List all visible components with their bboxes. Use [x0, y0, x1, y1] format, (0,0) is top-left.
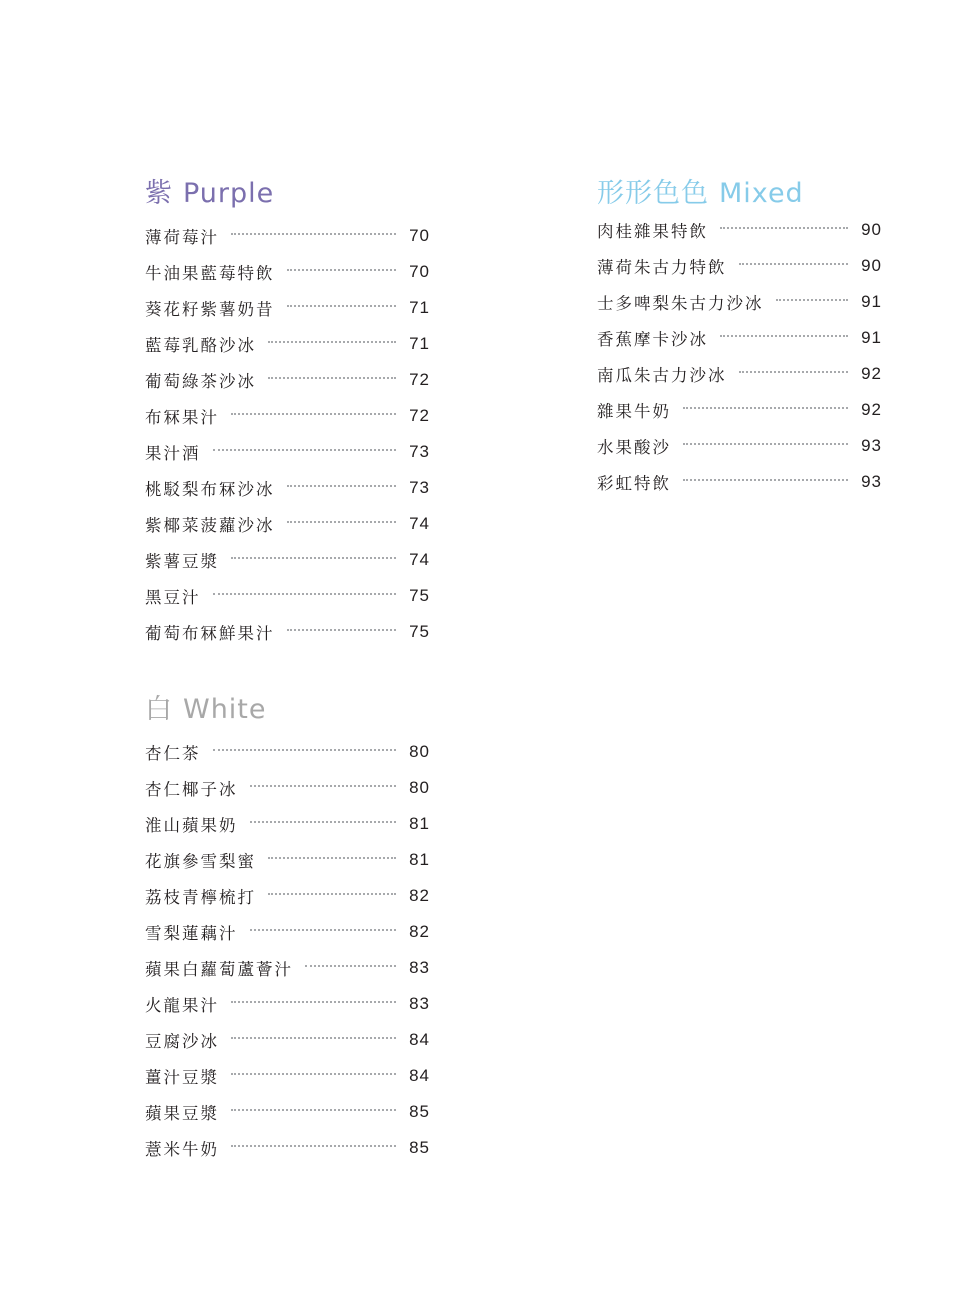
toc-entry-page: 80 — [409, 742, 430, 761]
toc-entry-page: 74 — [409, 514, 430, 533]
dotted-leader — [213, 449, 397, 451]
toc-entry-page: 90 — [861, 256, 882, 275]
dotted-leader — [231, 557, 396, 559]
white-heading — [145, 692, 430, 728]
toc-entry[interactable] — [145, 506, 430, 542]
toc-entry-title: 薏米牛奶 — [145, 1140, 219, 1159]
toc-entry[interactable] — [597, 320, 882, 356]
toc-entry-title: 葵花籽紫薯奶昔 — [145, 300, 275, 319]
toc-entry-page: 80 — [409, 778, 430, 797]
toc-entry-title: 紫薯豆漿 — [145, 552, 219, 571]
toc-entry-title: 果汁酒 — [145, 444, 201, 463]
white-heading-en: White — [183, 694, 267, 725]
toc-entry[interactable] — [145, 1094, 430, 1130]
toc-entry[interactable] — [597, 428, 882, 464]
toc-entry-page: 92 — [861, 400, 882, 419]
dotted-leader — [268, 893, 396, 895]
toc-entry-page: 91 — [861, 292, 882, 311]
toc-entry-page: 84 — [409, 1066, 430, 1085]
dotted-leader — [231, 1109, 396, 1111]
mixed-section — [597, 176, 882, 500]
toc-entry[interactable] — [145, 542, 430, 578]
dotted-leader — [683, 407, 848, 409]
toc-entry-page: 92 — [861, 364, 882, 383]
toc-entry-title: 雪梨蓮藕汁 — [145, 924, 238, 943]
purple-section — [145, 176, 430, 650]
dotted-leader — [268, 857, 396, 859]
toc-entry[interactable] — [145, 398, 430, 434]
toc-entry-title: 葡萄布冧鮮果汁 — [145, 624, 275, 643]
dotted-leader — [250, 821, 397, 823]
toc-entry-title: 南瓜朱古力沙冰 — [597, 366, 727, 385]
dotted-leader — [720, 335, 848, 337]
toc-entry[interactable] — [145, 326, 430, 362]
toc-entry-title: 彩虹特飲 — [597, 474, 671, 493]
toc-entry-title: 荔枝青檸梳打 — [145, 888, 256, 907]
dotted-leader — [213, 593, 397, 595]
toc-entry-page: 73 — [409, 442, 430, 461]
toc-entry-page: 83 — [409, 994, 430, 1013]
toc-entry-page: 83 — [409, 958, 430, 977]
toc-entry[interactable] — [145, 770, 430, 806]
toc-entry-page: 72 — [409, 370, 430, 389]
toc-entry[interactable] — [145, 578, 430, 614]
mixed-heading-zh: 形形色色 — [597, 178, 709, 209]
toc-entry-title: 花旗參雪梨蜜 — [145, 852, 256, 871]
toc-entry-page: 85 — [409, 1138, 430, 1157]
dotted-leader — [231, 233, 396, 235]
toc-entry-page: 93 — [861, 472, 882, 491]
dotted-leader — [268, 341, 396, 343]
toc-entry-page: 82 — [409, 886, 430, 905]
dotted-leader — [683, 479, 848, 481]
toc-entry[interactable] — [145, 290, 430, 326]
toc-entry[interactable] — [597, 212, 882, 248]
toc-entry-page: 71 — [409, 298, 430, 317]
dotted-leader — [720, 227, 848, 229]
toc-entry-title: 火龍果汁 — [145, 996, 219, 1015]
toc-entry-title: 淮山蘋果奶 — [145, 816, 238, 835]
toc-entry[interactable] — [145, 734, 430, 770]
purple-heading — [145, 176, 430, 212]
toc-entry[interactable] — [145, 950, 430, 986]
toc-entry-title: 布冧果汁 — [145, 408, 219, 427]
toc-entry-page: 70 — [409, 262, 430, 281]
toc-entry[interactable] — [145, 362, 430, 398]
toc-entry-title: 水果酸沙 — [597, 438, 671, 457]
dotted-leader — [231, 1037, 396, 1039]
dotted-leader — [683, 443, 848, 445]
toc-entry-title: 葡萄綠茶沙冰 — [145, 372, 256, 391]
toc-entry-title: 肉桂雜果特飲 — [597, 222, 708, 241]
toc-entry[interactable] — [597, 392, 882, 428]
dotted-leader — [231, 413, 396, 415]
white-heading-zh: 白 — [145, 694, 173, 725]
toc-entry-page: 74 — [409, 550, 430, 569]
dotted-leader — [287, 269, 397, 271]
dotted-leader — [213, 749, 397, 751]
toc-entry-page: 73 — [409, 478, 430, 497]
toc-entry-page: 81 — [409, 850, 430, 869]
toc-entry[interactable] — [597, 464, 882, 500]
toc-entry[interactable] — [145, 434, 430, 470]
toc-entry-title: 紫椰菜菠蘿沙冰 — [145, 516, 275, 535]
toc-entry-title: 薄荷朱古力特飲 — [597, 258, 727, 277]
toc-entry[interactable] — [145, 218, 430, 254]
dotted-leader — [287, 485, 397, 487]
toc-entry[interactable] — [145, 806, 430, 842]
toc-entry[interactable] — [145, 254, 430, 290]
toc-entry-title: 牛油果藍莓特飲 — [145, 264, 275, 283]
toc-entry-page: 72 — [409, 406, 430, 425]
toc-entry-title: 蘋果豆漿 — [145, 1104, 219, 1123]
toc-entry[interactable] — [145, 878, 430, 914]
toc-entry[interactable] — [145, 1130, 430, 1166]
dotted-leader — [305, 965, 396, 967]
dotted-leader — [250, 929, 397, 931]
dotted-leader — [250, 785, 397, 787]
toc-entry-title: 雜果牛奶 — [597, 402, 671, 421]
toc-entry-page: 70 — [409, 226, 430, 245]
dotted-leader — [776, 299, 849, 301]
mixed-heading — [597, 176, 882, 212]
toc-entry-title: 黑豆汁 — [145, 588, 201, 607]
toc-entry-title: 藍莓乳酪沙冰 — [145, 336, 256, 355]
dotted-leader — [287, 629, 397, 631]
toc-entry[interactable] — [597, 284, 882, 320]
white-list — [145, 734, 430, 1166]
toc-entry-page: 85 — [409, 1102, 430, 1121]
toc-entry-title: 薄荷莓汁 — [145, 228, 219, 247]
dotted-leader — [231, 1001, 396, 1003]
mixed-list — [597, 212, 882, 500]
toc-entry-page: 81 — [409, 814, 430, 833]
purple-heading-en: Purple — [183, 178, 275, 209]
toc-entry-page: 75 — [409, 622, 430, 641]
toc-entry[interactable] — [145, 1022, 430, 1058]
toc-entry-page: 84 — [409, 1030, 430, 1049]
toc-entry-title: 蘋果白蘿蔔蘆薈汁 — [145, 960, 293, 979]
toc-entry-title: 桃駁梨布冧沙冰 — [145, 480, 275, 499]
toc-entry-page: 71 — [409, 334, 430, 353]
dotted-leader — [287, 521, 397, 523]
toc-entry-title: 豆腐沙冰 — [145, 1032, 219, 1051]
dotted-leader — [287, 305, 397, 307]
purple-list — [145, 218, 430, 650]
toc-entry[interactable] — [597, 356, 882, 392]
white-section — [145, 692, 430, 1166]
toc-entry-title: 杏仁椰子冰 — [145, 780, 238, 799]
toc-entry-title: 薑汁豆漿 — [145, 1068, 219, 1087]
dotted-leader — [268, 377, 396, 379]
toc-entry[interactable] — [145, 1058, 430, 1094]
toc-entry-page: 82 — [409, 922, 430, 941]
dotted-leader — [231, 1145, 396, 1147]
toc-entry-page: 90 — [861, 220, 882, 239]
toc-entry[interactable] — [145, 470, 430, 506]
toc-entry-title: 杏仁茶 — [145, 744, 201, 763]
toc-entry[interactable] — [145, 842, 430, 878]
dotted-leader — [231, 1073, 396, 1075]
dotted-leader — [739, 371, 849, 373]
toc-entry[interactable] — [145, 614, 430, 650]
mixed-heading-en: Mixed — [719, 178, 804, 209]
purple-heading-zh: 紫 — [145, 178, 173, 209]
toc-entry-page: 93 — [861, 436, 882, 455]
toc-entry[interactable] — [597, 248, 882, 284]
toc-entry-title: 香蕉摩卡沙冰 — [597, 330, 708, 349]
dotted-leader — [739, 263, 849, 265]
toc-entry-page: 91 — [861, 328, 882, 347]
toc-entry-page: 75 — [409, 586, 430, 605]
toc-entry[interactable] — [145, 914, 430, 950]
toc-entry-title: 士多啤梨朱古力沙冰 — [597, 294, 764, 313]
toc-entry[interactable] — [145, 986, 430, 1022]
